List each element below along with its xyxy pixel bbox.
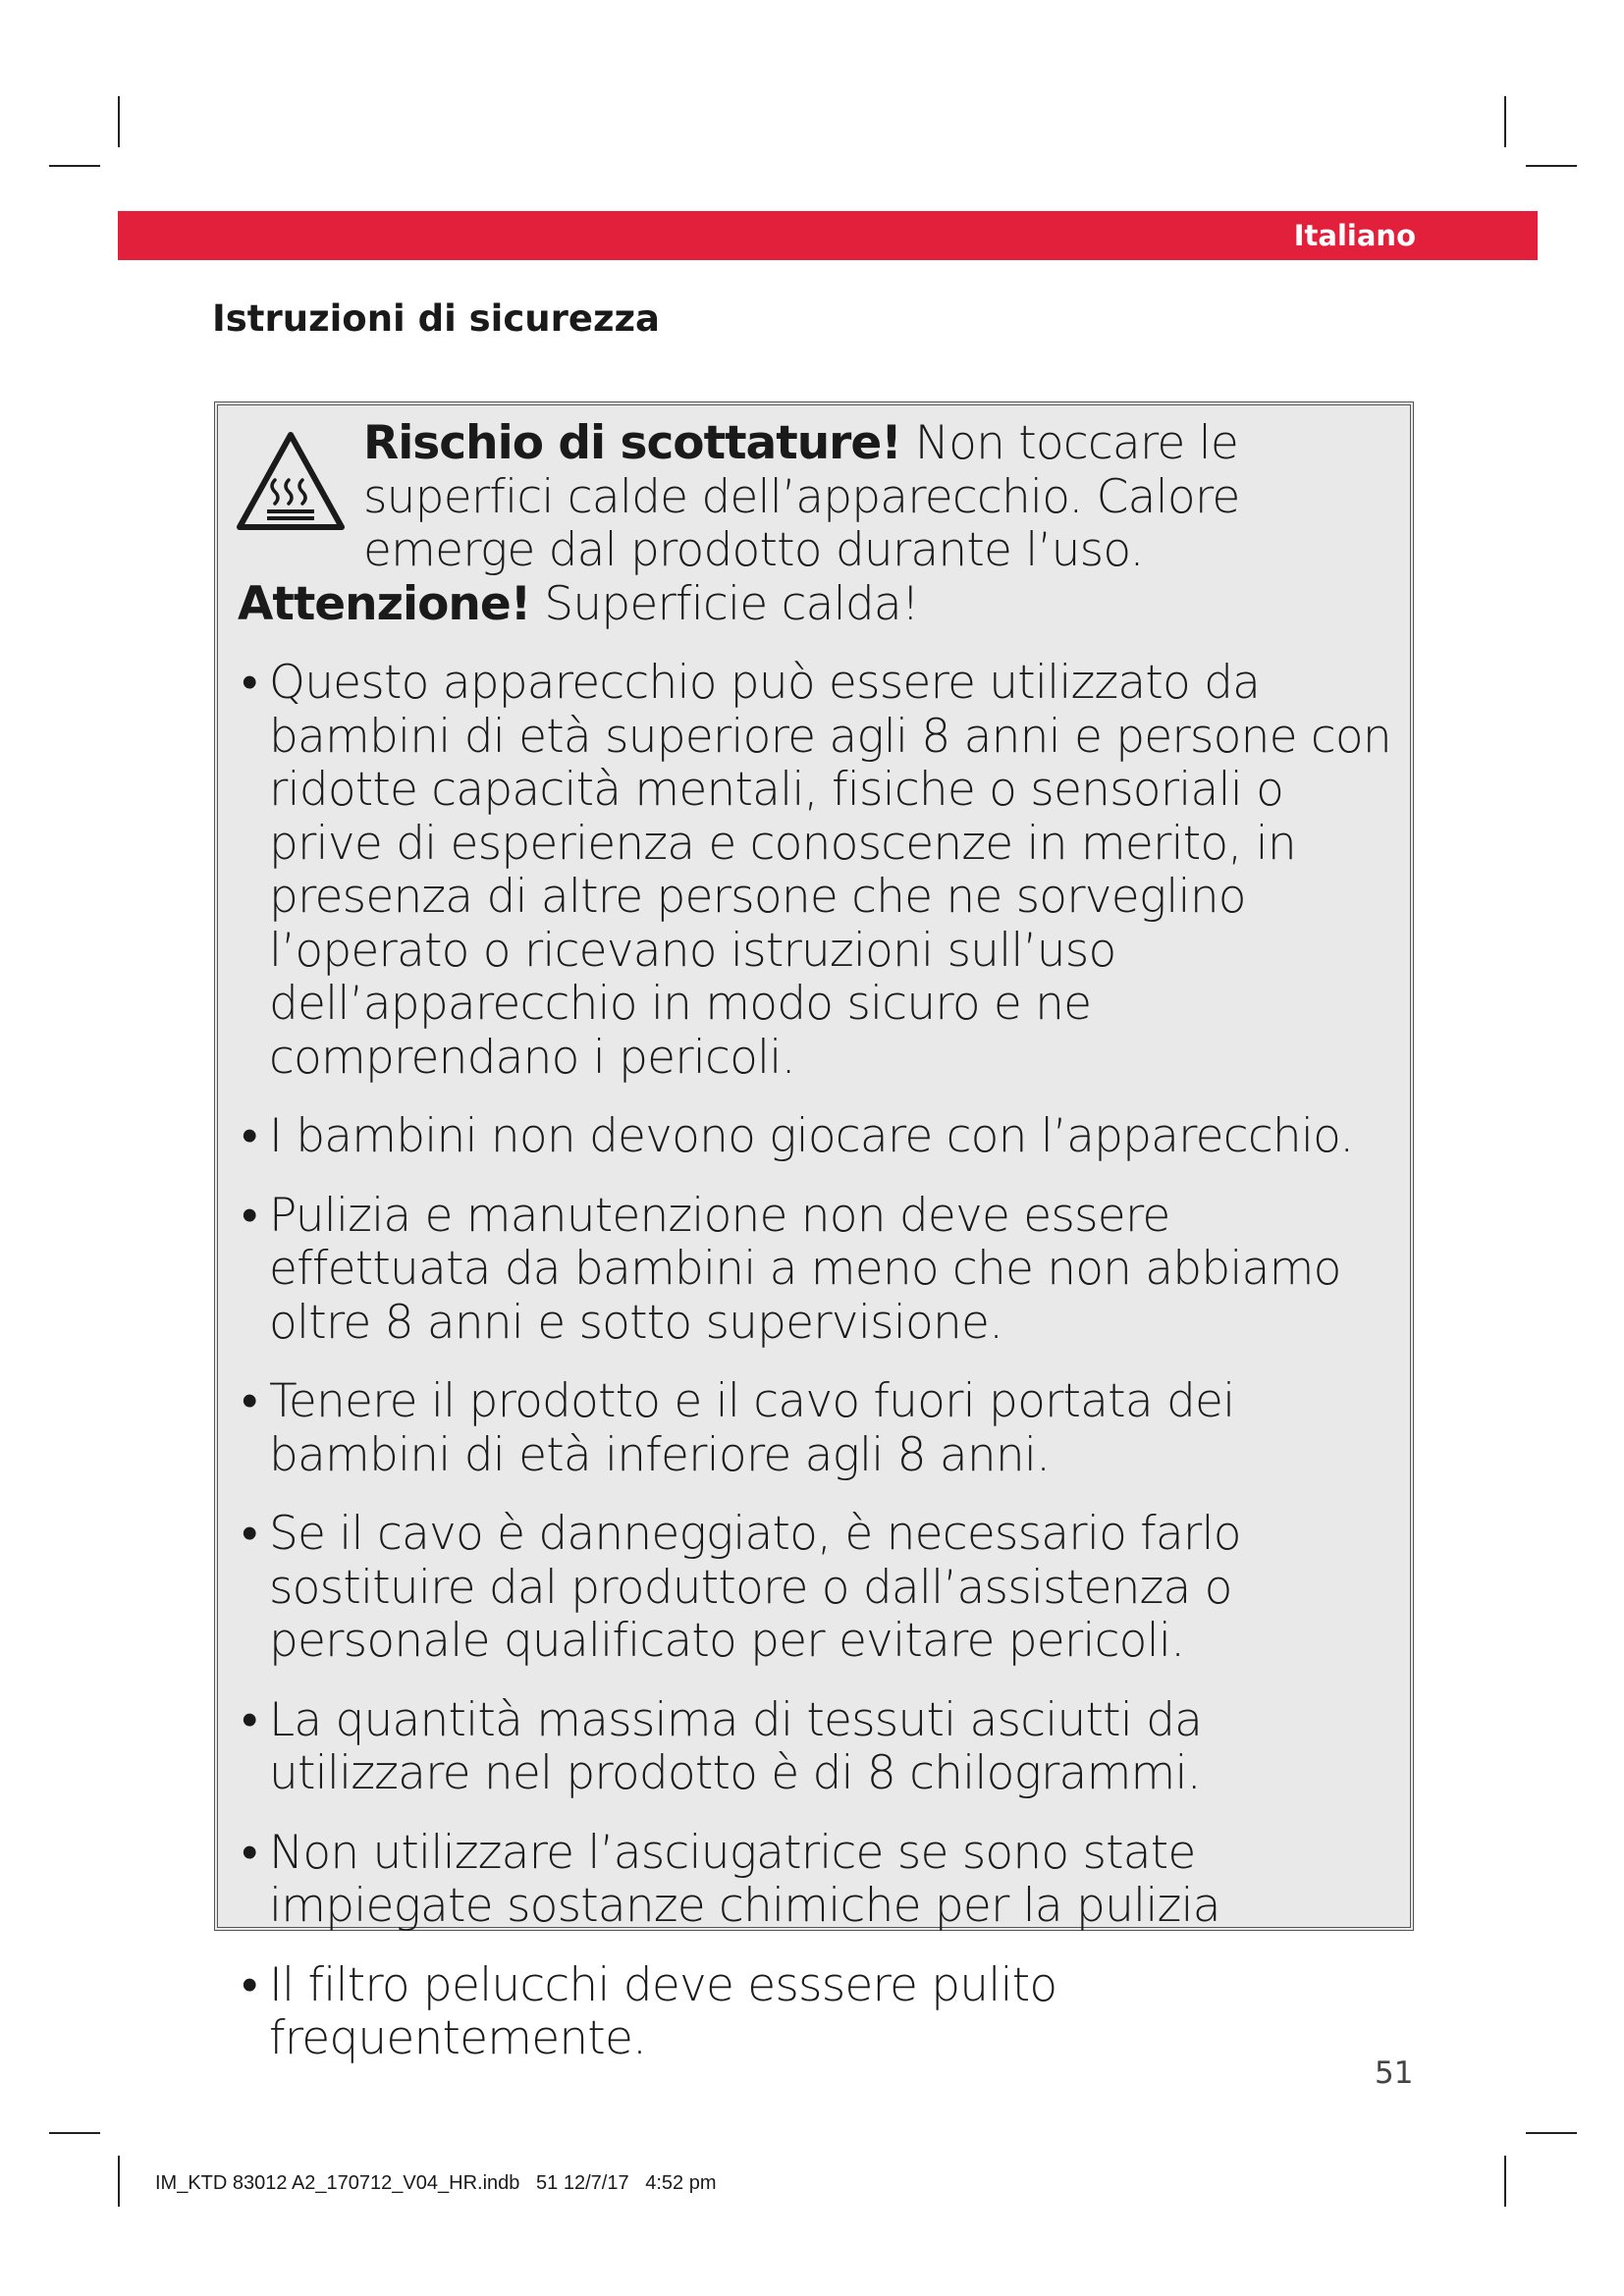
list-item bbox=[238, 1827, 1404, 1934]
list-item-text: Il filtro pelucchi deve esssere pulito frequentemente. bbox=[269, 1957, 1057, 2065]
bullet-icon: • bbox=[242, 1957, 257, 2012]
list-item-text: Tenere il prodotto e il cavo fuori portata dei bambini di età inferiore agli 8 anni. bbox=[269, 1374, 1235, 1482]
crop-mark bbox=[118, 96, 120, 147]
list-item bbox=[238, 1694, 1404, 1801]
list-item-text: Se il cavo è danneggiato, è necessario farlo sostituire dal produttore o dall’assistenza o personale qualificato per evitare pericoli. bbox=[269, 1507, 1241, 1668]
crop-mark bbox=[1526, 165, 1577, 167]
crop-mark bbox=[1504, 2156, 1506, 2207]
list-item-text: Questo apparecchio può essere utilizzato da bambini di età superiore agli 8 anni e persone con ridotte capacità mentali, fisiche o sensoriali o prive di esperienza e conoscenze in merito, in presenza di altre persone che ne sorveglino l’operato o ricevano istruzioni sull’uso dell’apparecchio in modo sicuro e ne comprendano i pericoli. bbox=[269, 656, 1391, 1085]
crop-mark bbox=[49, 2132, 100, 2134]
print-info: IM_KTD 83012 A2_170712_V04_HR.indb 51 12/7/17 4:52 pm bbox=[155, 2172, 717, 2194]
burn-risk-warning bbox=[238, 417, 1404, 631]
warning-heading: Rischio di scottature! bbox=[363, 416, 901, 470]
list-item bbox=[238, 1959, 1404, 2066]
bullet-icon: • bbox=[242, 1825, 257, 1880]
list-item bbox=[238, 1375, 1404, 1482]
bullet-icon: • bbox=[242, 1188, 257, 1243]
crop-mark bbox=[1526, 2132, 1577, 2134]
hot-surface-warning-icon bbox=[236, 429, 346, 533]
bullet-icon: • bbox=[242, 1507, 257, 1561]
bullet-icon: • bbox=[242, 1109, 257, 1163]
list-item-text: I bambini non devono giocare con l’apparecchio. bbox=[269, 1109, 1354, 1163]
list-item-text: Pulizia e manutenzione non deve essere effettuata da bambini a meno che non abbiamo oltre 8 anni e sotto supervisione. bbox=[269, 1188, 1341, 1350]
bullet-icon: • bbox=[242, 1692, 257, 1747]
list-item bbox=[238, 1190, 1404, 1351]
list-item bbox=[238, 1508, 1404, 1669]
list-item-text: Non utilizzare l’asciugatrice se sono state impiegate sostanze chimiche per la pulizia bbox=[269, 1825, 1220, 1933]
warning-text-end: Superficie calda! bbox=[530, 576, 919, 631]
warning-emphasis: Attenzione! bbox=[238, 576, 531, 631]
language-label: Italiano bbox=[1293, 219, 1416, 252]
bullet-icon: • bbox=[242, 656, 257, 710]
list-item bbox=[238, 1110, 1404, 1164]
crop-mark bbox=[1504, 96, 1506, 147]
warning-text: Non toccare le superfici calde dell’apparecchio. Calore emerge dal prodotto durante l’uso. bbox=[363, 416, 1240, 577]
section-title: Istruzioni di sicurezza bbox=[212, 297, 661, 340]
list-item bbox=[238, 657, 1404, 1085]
list-item-text: La quantità massima di tessuti asciutti da utilizzare nel prodotto è di 8 chilogrammi. bbox=[269, 1692, 1203, 1800]
crop-mark bbox=[49, 165, 100, 167]
bullet-icon: • bbox=[242, 1374, 257, 1428]
safety-instructions-list bbox=[238, 657, 1404, 2066]
safety-warning-box bbox=[214, 401, 1414, 2065]
crop-mark bbox=[118, 2156, 120, 2207]
language-header-bar bbox=[118, 211, 1538, 260]
page-number: 51 bbox=[1375, 2056, 1414, 2091]
